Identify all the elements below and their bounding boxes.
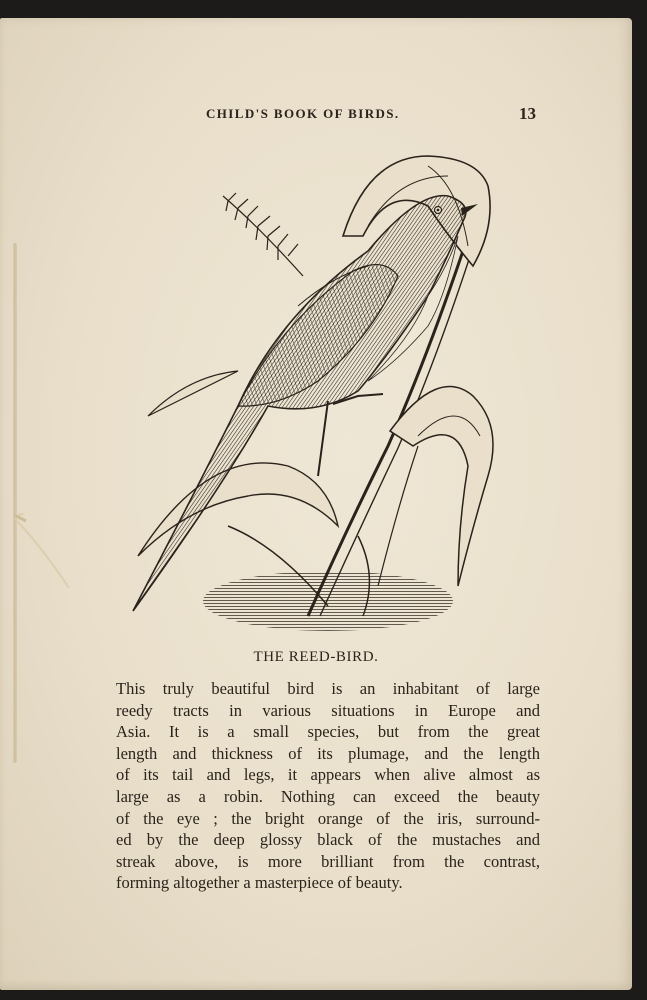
body-line-10: forming altogether a masterpiece of beauty.	[116, 873, 403, 893]
body-line-5: of its tail and legs, it appears when alive almost as	[116, 765, 540, 785]
illustration-caption: THE REED-BIRD.	[253, 649, 379, 665]
body-line-1: This truly beautiful bird is an inhabitant of large	[116, 679, 540, 698]
body-line-3: Asia. It is a small species, but from the great	[116, 722, 540, 742]
binding-thread	[14, 513, 84, 593]
background-top	[0, 0, 632, 18]
body-line-6: large as a robin. Nothing can exceed the beauty	[116, 786, 540, 806]
bird-engraving-icon	[128, 146, 508, 638]
binding-stitch	[13, 243, 17, 763]
body-line-2: reedy tracts in various situations in Europe and	[116, 700, 540, 720]
running-title: CHILD'S BOOK OF BIRDS.	[206, 106, 400, 121]
page-number: 13	[519, 104, 536, 123]
body-line-8: ed by the deep glossy black of the mustaches and	[116, 830, 540, 850]
book-page	[0, 18, 632, 990]
body-line-7: of the eye ; the bright orange of the iris, surround-	[116, 808, 540, 828]
body-paragraph	[116, 678, 540, 894]
running-head	[0, 104, 632, 128]
body-line-9: streak above, is more brilliant from the contrast,	[116, 851, 540, 871]
body-line-4: length and thickness of its plumage, and the length	[116, 743, 540, 763]
